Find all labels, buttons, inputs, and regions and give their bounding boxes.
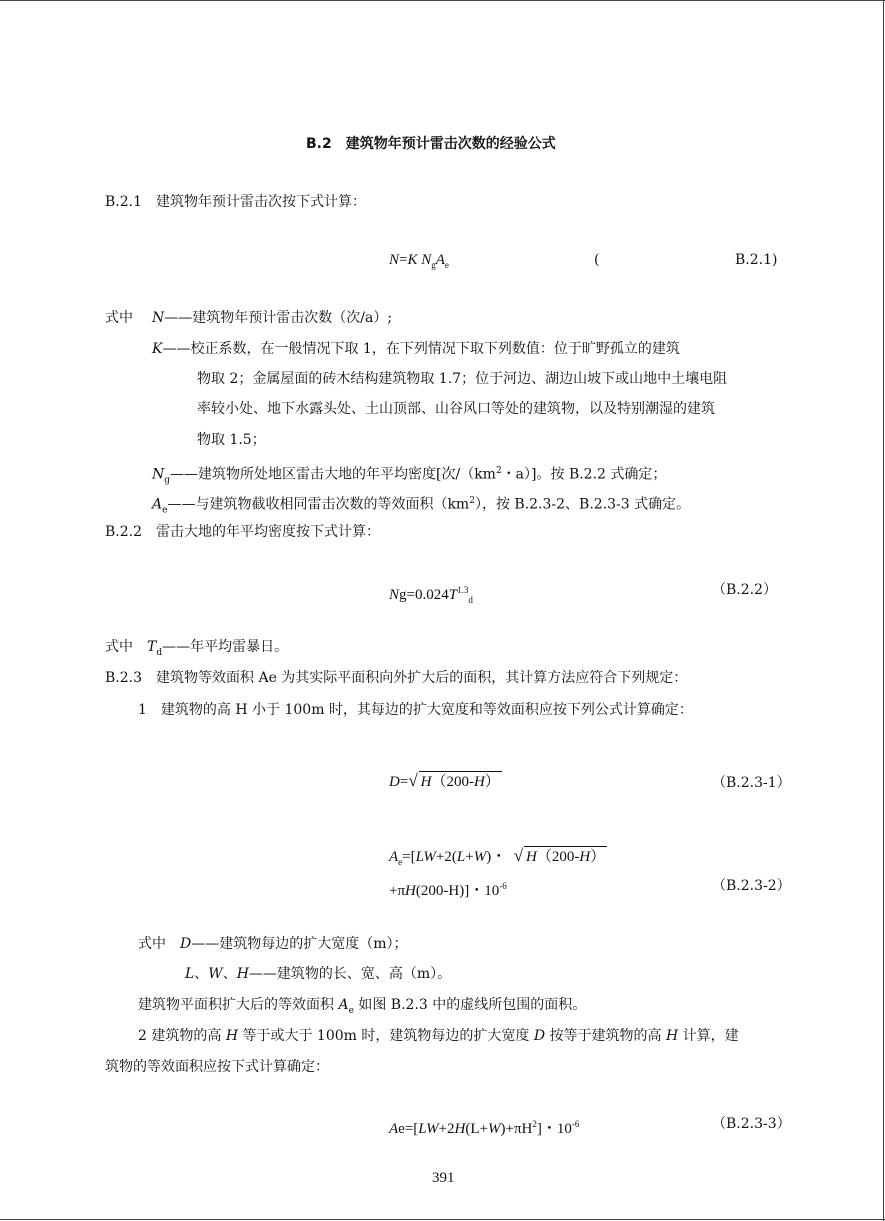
equation-b232-line1: $A_e=[LW+2(L+W)$・ √ H（200-H） [389,846,606,867]
definition-lwh: L、W、H——建筑物的长、宽、高（m）。 [185,966,452,982]
equation-b22-label: （B.2.2） [712,582,778,598]
note-ae: 建筑物平面积扩大后的等效面积 $A_e$ 如图 B.2.3 中的虚线所包围的面积。 [138,997,587,1016]
definition-n: N——建筑物年预计雷击次数（次/a）; [152,310,393,326]
item-1: 1 建筑物的高 H 小于 100m 时，其每边的扩大宽度和等效面积应按下列公式计算确定： [138,702,693,718]
definition-k-line1: K——校正系数，在一般情况下取 1，在下列情况下取下列数值：位于旷野孤立的建筑 [152,341,680,357]
equation-b233-label: （B.2.3-3） [712,1116,791,1132]
paragraph-b21: B.2.1 建筑物年预计雷击次按下式计算： [105,194,367,210]
definition-ae: $A_e——$与建筑物截收相同雷击次数的等效面积$(km^2)$，按 B.2.3-2、B.2.3-3 式确定。 [152,496,691,516]
equation-b231: D=√ H（200-H） [389,771,500,790]
page-border-right [883,0,884,1221]
item-2-line1: 2 建筑物的高 H 等于或大于 100m 时，建筑物每边的扩大宽度 D 按等于建筑物的高 H 计算，建 [138,1028,739,1044]
equation-b233: $Ae=[LW+2H(L+W)+\pi H^2]$・$10^{-6}$ [389,1119,580,1137]
equation-b232-line2: +πH(200-H)]・$10^{-6}$ [389,881,507,899]
paragraph-b23: B.2.3 建筑物等效面积 Ae 为其实际平面积向外扩大后的面积，其计算方法应符合下列规定： [105,670,688,686]
definition-d: 式中 D——建筑物每边的扩大宽度（m）； [138,936,408,952]
equation-b21-paren: ( [594,252,600,268]
equation-b21: N=K $N_gA_e$ [389,252,449,270]
equation-b22: $Ng=0.024T^{1.3}_d$ [389,585,473,605]
where-label: 式中 [105,310,133,326]
definition-ng: $N_g——$建筑物所处地区雷击大地的年平均密度[次$/(km^2$・a）]。按 B.2.2 式确定； [152,466,667,486]
definition-k-line2: 物取 2；金属屋面的砖木结构建筑物取 1.7；位于河边、湖边山坡下或山地中土壤电阻 [197,371,728,387]
section-title: B.2 建筑物年预计雷击次数的经验公式 [306,136,556,152]
page-border-top [0,0,885,1]
definition-td: 式中 $T_d——$年平均雷暴日。 [105,639,289,658]
page-number: 391 [432,1170,455,1186]
equation-b21-label: B.2.1) [735,252,778,268]
paragraph-b22: B.2.2 雷击大地的年平均密度按下式计算： [105,524,381,540]
equation-b231-label: （B.2.3-1） [712,775,791,791]
page-border-bottom [0,1219,885,1220]
item-2-line2: 筑物的等效面积应按下式计算确定： [105,1059,329,1075]
equation-b232-label: （B.2.3-2） [712,878,791,894]
definition-k-line3: 率较小处、地下水露头处、土山顶部、山谷风口等处的建筑物，以及特别潮湿的建筑 [197,401,715,417]
definition-k-line4: 物取 1.5； [197,432,266,448]
